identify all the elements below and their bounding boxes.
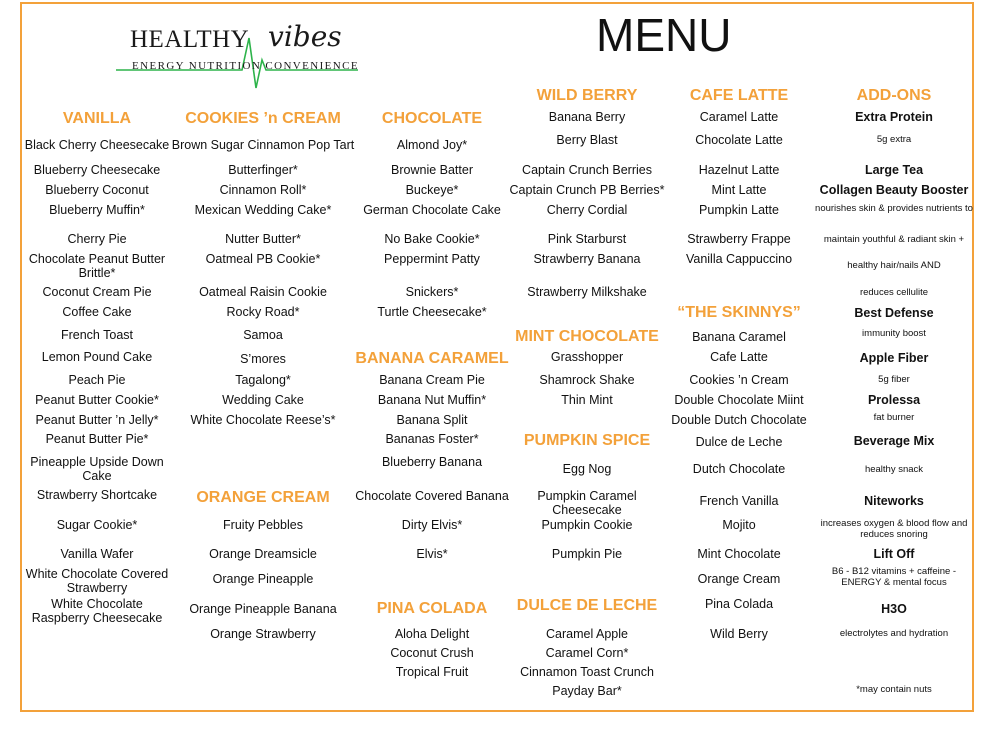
menu-item: Dulce de Leche [695, 435, 783, 449]
menu-item: Snickers* [405, 285, 459, 299]
nuts-note: *may contain nuts [856, 684, 932, 695]
addon-desc: reduces cellulite [859, 287, 929, 298]
menu-item: Cherry Cordial [546, 203, 628, 217]
menu-item: Banana Split [396, 413, 468, 427]
menu-item: Hazelnut Latte [698, 163, 780, 177]
menu-item: Almond Joy* [396, 138, 468, 152]
addon-desc: B6 - B12 vitamins + caffeine - ENERGY & mental focus [831, 566, 957, 588]
menu-item: Peanut Butter Pie* [45, 432, 149, 446]
menu-item: Dutch Chocolate [692, 462, 786, 476]
addon-extra-protein: Extra Protein [855, 110, 933, 124]
addon-desc: 5g extra [876, 134, 912, 145]
addon-apple-fiber: Apple Fiber [859, 351, 929, 365]
menu-item: Peanut Butter ’n Jelly* [35, 413, 159, 427]
menu-item: Cherry Pie [67, 232, 127, 246]
menu-item: Orange Dreamsicle [209, 547, 317, 561]
menu-item: Blueberry Banana [381, 455, 483, 469]
menu-item: Rocky Road* [226, 305, 300, 319]
menu-item: Peach Pie [68, 373, 126, 387]
menu-item: Mexican Wedding Cake* [194, 203, 332, 217]
menu-item: Black Cherry Cheesecake [24, 138, 170, 152]
heading-banana-caramel: BANANA CARAMEL [355, 350, 509, 367]
menu-item: Tropical Fruit [395, 665, 469, 679]
addon-desc: immunity boost [862, 328, 926, 339]
menu-item: Peppermint Patty [384, 252, 480, 266]
heading-vanilla: VANILLA [62, 110, 132, 127]
menu-item: Blueberry Muffin* [49, 203, 145, 217]
heading-orange-cream: ORANGE CREAM [196, 489, 330, 506]
menu-item: Blueberry Cheesecake [33, 163, 161, 177]
addon-desc: maintain youthful & radiant skin + [823, 234, 965, 245]
addon-large-tea: Large Tea [864, 163, 924, 177]
heading-mint-chocolate: MINT CHOCOLATE [515, 328, 659, 345]
heading-the-skinnys: “THE SKINNYS” [677, 304, 801, 321]
menu-item: Mint Chocolate [697, 547, 781, 561]
menu-item: Bananas Foster* [385, 432, 479, 446]
menu-item: Banana Nut Muffin* [377, 393, 487, 407]
logo-word: HEALTHY [130, 26, 250, 53]
menu-item: Shamrock Shake [539, 373, 635, 387]
menu-item: German Chocolate Cake [363, 203, 501, 217]
menu-item: Cinnamon Toast Crunch [520, 665, 654, 679]
menu-item: Oatmeal PB Cookie* [205, 252, 321, 266]
heading-add-ons: ADD-ONS [856, 87, 932, 104]
menu-item: Berry Blast [556, 133, 618, 147]
menu-item: Elvis* [416, 547, 448, 561]
menu-item: Captain Crunch Berries [522, 163, 652, 177]
heading-wild-berry: WILD BERRY [536, 87, 638, 104]
menu-item: Fruity Pebbles [223, 518, 303, 532]
heading-pumpkin-spice: PUMPKIN SPICE [523, 432, 651, 449]
menu-item: Pumpkin Caramel Cheesecake [537, 489, 637, 517]
heading-pina-colada: PINA COLADA [376, 600, 488, 617]
menu-item: Pumpkin Cookie [541, 518, 633, 532]
menu-item: Double Dutch Chocolate [671, 413, 807, 427]
menu-item: Banana Cream Pie [379, 373, 485, 387]
menu-item: Sugar Cookie* [56, 518, 138, 532]
menu-item: Strawberry Shortcake [36, 488, 158, 502]
logo-tagline: ENERGY NUTRITION CONVENIENCE [132, 60, 359, 72]
menu-item: Tagalong* [235, 373, 291, 387]
logo-vibes: vibes [268, 20, 342, 53]
addon-desc: healthy snack [864, 464, 924, 475]
menu-item: Double Chocolate Miint [674, 393, 804, 407]
menu-item: Orange Pineapple Banana [189, 602, 337, 616]
menu-item: Strawberry Banana [533, 252, 641, 266]
menu-item: Oatmeal Raisin Cookie [199, 285, 327, 299]
addon-desc: fat burner [873, 412, 915, 423]
menu-item: Cookies ’n Cream [689, 373, 789, 387]
menu-item: Vanilla Cappuccino [685, 252, 793, 266]
menu-item: White Chocolate Covered Strawberry [25, 567, 169, 595]
menu-item: Strawberry Frappe [687, 232, 791, 246]
addon-best-defense: Best Defense [854, 306, 934, 320]
menu-item: Banana Berry [548, 110, 626, 124]
addon-desc: 5g fiber [878, 374, 910, 385]
menu-item: Chocolate Covered Banana [355, 489, 509, 503]
addon-prolessa: Prolessa [867, 393, 921, 407]
menu-item: Buckeye* [405, 183, 459, 197]
menu-item: Vanilla Wafer [60, 547, 134, 561]
addon-desc: electrolytes and hydration [839, 628, 949, 639]
menu-item: Dirty Elvis* [401, 518, 463, 532]
menu-item: Pumpkin Pie [551, 547, 623, 561]
menu-item: Peanut Butter Cookie* [35, 393, 159, 407]
addon-desc: healthy hair/nails AND [847, 260, 941, 271]
menu-item: Caramel Latte [699, 110, 779, 124]
menu-item: Blueberry Coconut [45, 183, 149, 197]
heading-chocolate: CHOCOLATE [381, 110, 483, 127]
heading-dulce-de-leche: DULCE DE LECHE [516, 597, 658, 614]
menu-item: Coconut Crush [390, 646, 474, 660]
menu-item: Turtle Cheesecake* [377, 305, 487, 319]
menu-item: Banana Caramel [692, 330, 786, 344]
page-title: MENU [596, 9, 732, 61]
menu-item: Orange Pineapple [212, 572, 314, 586]
menu-item: Mint Latte [711, 183, 767, 197]
menu-item: Pumpkin Latte [699, 203, 779, 217]
menu-item: French Vanilla [699, 494, 779, 508]
addon-beverage-mix: Beverage Mix [853, 434, 935, 448]
menu-item: Captain Crunch PB Berries* [509, 183, 665, 197]
addon-desc: nourishes skin & provides nutrients to [815, 203, 973, 214]
menu-item: Egg Nog [562, 462, 612, 476]
healthy-vibes-logo [108, 18, 366, 96]
addon-desc: increases oxygen & blood flow and reduces snoring [820, 518, 968, 540]
addon-niteworks: Niteworks [864, 494, 924, 508]
menu-item: Lemon Pound Cake [41, 350, 153, 364]
menu-item: Caramel Apple [546, 627, 628, 641]
menu-item: Pina Colada [704, 597, 774, 611]
heading-cafe-latte: CAFE LATTE [689, 87, 789, 104]
menu-item: S’mores [240, 352, 286, 366]
menu-item: Chocolate Latte [695, 133, 783, 147]
menu-item: Cinnamon Roll* [219, 183, 307, 197]
menu-item: French Toast [60, 328, 134, 342]
menu-item: Pineapple Upside Down Cake [30, 455, 164, 483]
menu-item: Mojito [722, 518, 756, 532]
menu-item: Thin Mint [561, 393, 613, 407]
heading-cookies-n-cream: COOKIES ’n CREAM [185, 110, 341, 127]
menu-item: Orange Cream [697, 572, 781, 586]
menu-item: Coffee Cake [62, 305, 132, 319]
menu-item: No Bake Cookie* [384, 232, 480, 246]
menu-item: Brownie Batter [391, 163, 473, 177]
menu-item: Cafe Latte [710, 350, 768, 364]
menu-item: Samoa [243, 328, 283, 342]
menu-item: Brown Sugar Cinnamon Pop Tart [171, 138, 355, 152]
menu-item: Chocolate Peanut Butter Brittle* [28, 252, 166, 280]
addon-h3o: H3O [881, 602, 907, 616]
menu-item: Nutter Butter* [225, 232, 301, 246]
menu-item: Strawberry Milkshake [527, 285, 647, 299]
addon-collagen: Collagen Beauty Booster [819, 183, 969, 197]
menu-item: Aloha Delight [394, 627, 470, 641]
menu-item: Wild Berry [710, 627, 768, 641]
menu-item: Caramel Corn* [545, 646, 629, 660]
menu-item: Wedding Cake [222, 393, 304, 407]
menu-item: Orange Strawberry [210, 627, 316, 641]
menu-item: Coconut Cream Pie [42, 285, 152, 299]
menu-item: Grasshopper [550, 350, 624, 364]
menu-item: White Chocolate Reese’s* [190, 413, 336, 427]
menu-item: White Chocolate Raspberry Cheesecake [31, 597, 163, 625]
addon-lift-off: Lift Off [873, 547, 915, 561]
menu-item: Butterfinger* [228, 163, 298, 177]
menu-item: Pink Starburst [547, 232, 627, 246]
menu-item: Payday Bar* [552, 684, 622, 698]
